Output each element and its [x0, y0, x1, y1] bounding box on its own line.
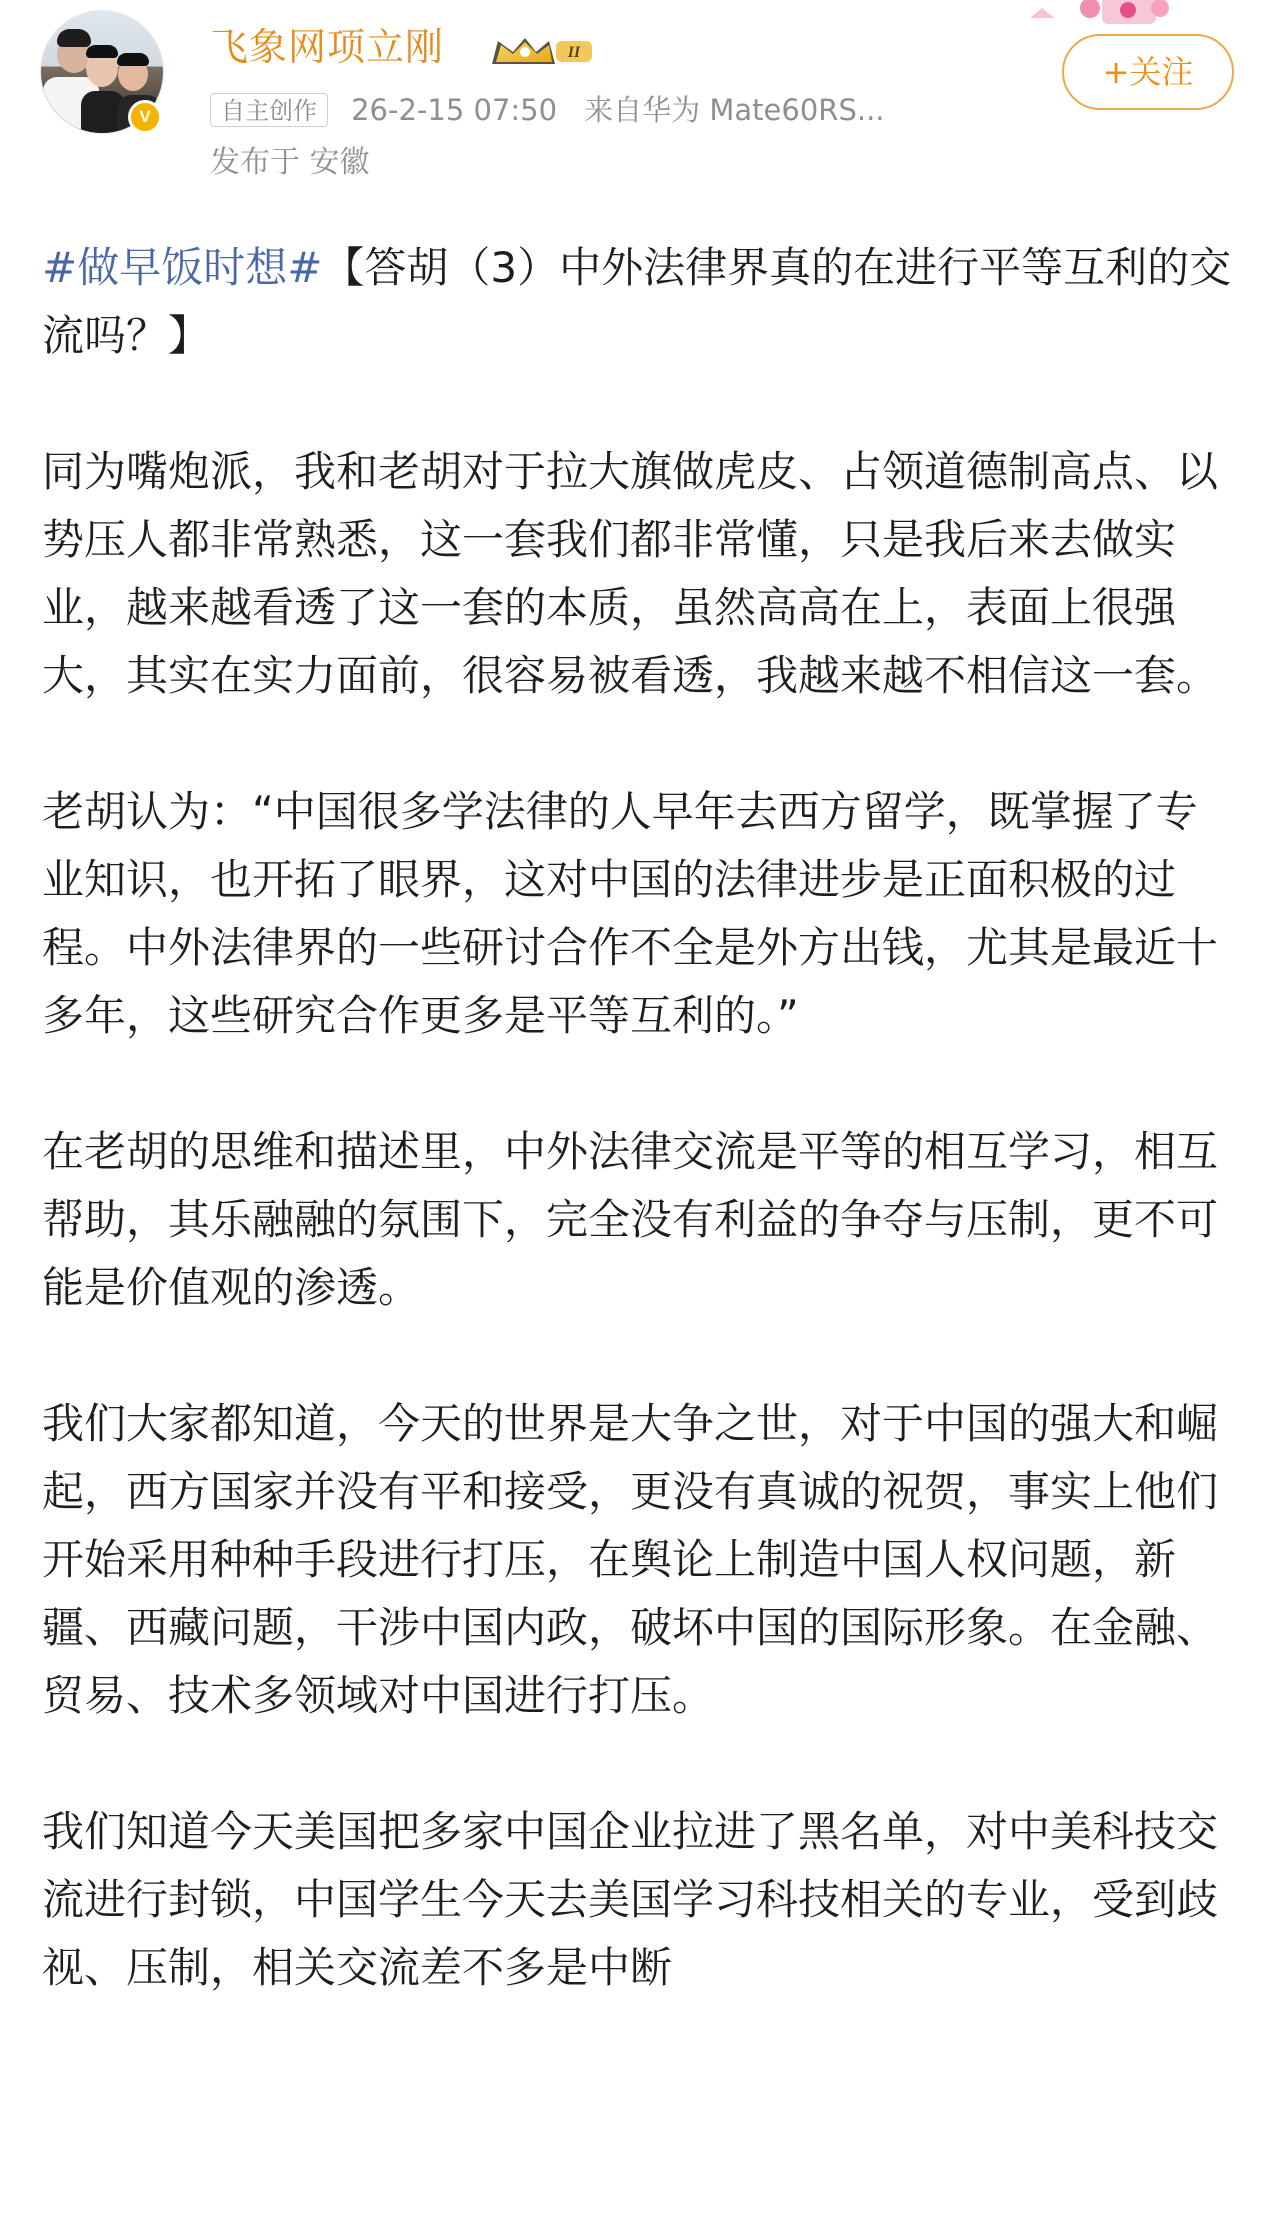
post-timestamp: 26-2-15 07:50 [351, 93, 558, 127]
post-title-paragraph [42, 234, 1237, 370]
decorative-sticker [1010, 0, 1180, 38]
post-source-device: 来自华为 Mate60RS... [584, 93, 885, 127]
paragraph-5: 我们知道今天美国把多家中国企业拉进了黑名单，对中美科技交流进行封锁，中国学生今天去美国学习科技相关的专业，受到歧视、压制，相关交流差不多是中断 [42, 1807, 1219, 1992]
avatar[interactable] [40, 10, 164, 134]
post-location: 发布于 安徽 [210, 145, 370, 180]
post-content [42, 234, 1237, 2214]
paragraph-1: 同为嘴炮派，我和老胡对于拉大旗做虎皮、占领道德制高点、以势压人都非常熟悉，这一套我们都非常懂，只是我后来去做实业，越来越看透了这一套的本质，虽然高高在上，表面上很强大，其实在实力面前，很容易被看透，我越来越不相信这一套。 [42, 447, 1219, 700]
hashtag-link[interactable]: #做早饭时想# [42, 243, 323, 292]
post-header [0, 0, 1280, 210]
original-content-tag: 自主创作 [210, 93, 328, 127]
paragraph-3: 在老胡的思维和描述里，中外法律交流是平等的相互学习，相互帮助，其乐融融的氛围下，完全没有利益的争夺与压制，更不可能是价值观的渗透。 [42, 1127, 1219, 1312]
verified-badge-icon: V [128, 100, 162, 134]
paragraph-2: 老胡认为：“中国很多学法律的人早年去西方留学，既掌握了专业知识，也开拓了眼界，这对中国的法律进步是正面积极的过程。中外法律界的一些研讨合作不全是外方出钱，尤其是最近十多年，这些研究合作更多是平等互利的。” [42, 787, 1219, 1040]
post-title-text: 【答胡（3）中外法律界真的在进行平等互利的交流吗？】 [42, 243, 1232, 360]
username[interactable]: 飞象网项立刚 [210, 25, 445, 69]
svg-text:II: II [567, 44, 581, 61]
paragraph-4: 我们大家都知道，今天的世界是大争之世，对于中国的强大和崛起，西方国家并没有平和接受，更没有真诚的祝贺，事实上他们开始采用种种手段进行打压，在舆论上制造中国人权问题，新疆、西藏问题，干涉中国内政，破坏中国的国际形象。在金融、贸易、技术多领域对中国进行打压。 [42, 1399, 1219, 1720]
vip-crown-badge-icon[interactable] [486, 34, 600, 68]
follow-button[interactable]: +关注 [1062, 34, 1234, 110]
post-meta-row [210, 90, 885, 130]
